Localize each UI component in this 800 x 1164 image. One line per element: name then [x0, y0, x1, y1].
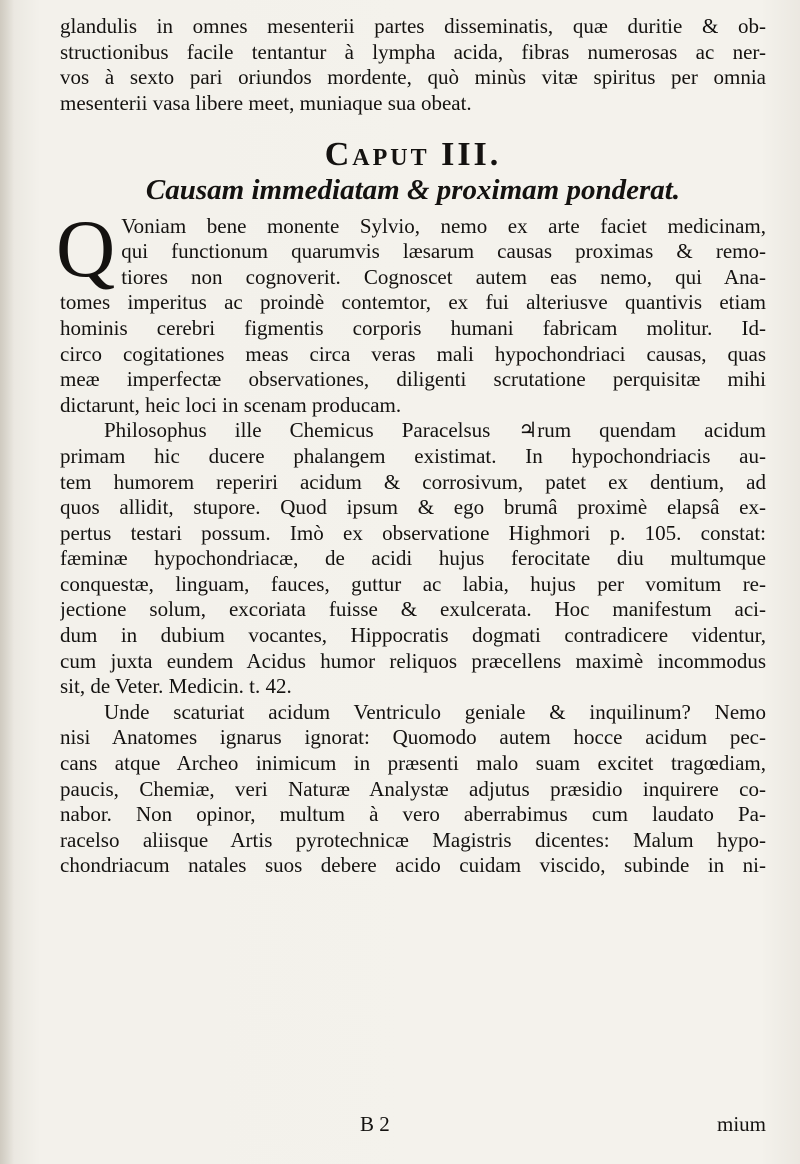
text-line: dum in dubium vocantes, Hippocratis dogmati contradicere videntur,	[60, 623, 766, 648]
chapter-subheading: Causam immediatam & proximam ponderat.	[145, 173, 681, 206]
text-line: glandulis in omnes mesenterii partes disseminatis, quæ duritie & ob-	[60, 14, 766, 38]
binding-shadow	[0, 0, 14, 1164]
text-line: Philosophus ille Chemicus Paracelsus ♃rum quendam acidum	[104, 418, 766, 443]
text-line: circo cogitationes meas circa veras mali hypochondriaci causas, quas	[60, 341, 766, 366]
page-footer	[60, 1112, 766, 1142]
text-line: racelso aliisque Artis pyrotechnicæ Magistris dicentes: Malum hypo-	[60, 827, 766, 852]
text-line: primam hic ducere phalangem existimat. In hypochondriacis au-	[60, 443, 766, 468]
catchword: mium	[716, 1112, 766, 1136]
text-line: sit, de Veter. Medicin. t. 42.	[60, 674, 292, 699]
text-line: qui functionum quarumvis læsarum causas proximas & remo-	[121, 239, 766, 264]
text-line: tomes imperitus ac proindè contemtor, ex fui alteriusve quantivis etiam	[60, 290, 766, 315]
text-line: pertus testari possum. Imò ex observatione Highmori p. 105. constat:	[60, 520, 766, 545]
text-line: structionibus facile tentantur à lympha acida, fibras numerosas ac ner-	[60, 39, 766, 64]
text-line: mesenterii vasa libere meet, muniaque sua obeat.	[60, 90, 472, 115]
text-line: tiores non cognoverit. Cognoscet autem eas nemo, qui Ana-	[121, 264, 766, 289]
text-line: tem humorem reperiri acidum & corrosivum, patet ex dentium, ad	[60, 469, 766, 494]
paragraph-1	[56, 202, 766, 419]
text-line: conquestæ, linguam, fauces, guttur ac labia, hujus per vomitum re-	[60, 571, 766, 596]
signature-mark: B 2	[360, 1112, 390, 1136]
text-line: nisi Anatomes ignarus ignorat: Quomodo autem hocce acidum pec-	[60, 725, 766, 750]
text-line: quos allidit, stupore. Quod ipsum & ego brumâ proximè elapsâ ex-	[60, 495, 766, 520]
drop-cap: Q	[56, 202, 116, 294]
text-block	[56, 14, 766, 879]
paragraph-2	[60, 418, 766, 700]
text-line: cans atque Archeo inimicum in præsenti malo suam excitet tragœdiam,	[60, 751, 766, 776]
paragraph-3	[60, 700, 766, 879]
text-line: meæ imperfectæ observationes, diligenti scrutatione perquisitæ mihi	[60, 367, 766, 392]
text-line: chondriacum natales suos debere acido cuidam viscido, subinde in ni-	[60, 853, 766, 878]
text-line: fæminæ hypochondriacæ, de acidi hujus ferocitate diu multumque	[60, 546, 766, 571]
text-line: hominis cerebri figmentis corporis humani fabricam molitur. Id-	[60, 315, 766, 340]
text-line: Voniam bene monente Sylvio, nemo ex arte faciet medicinam,	[121, 213, 766, 238]
text-line: nabor. Non opinor, multum à vero aberrabimus cum laudato Pa-	[60, 802, 766, 827]
chapter-heading: Caput III.	[324, 136, 502, 174]
text-line: jectione solum, excoriata fuisse & exulcerata. Hoc manifestum aci-	[60, 597, 766, 622]
text-line: dictarunt, heic loci in scenam producam.	[60, 392, 402, 417]
text-line: paucis, Chemiæ, veri Naturæ Analystæ adjutus præsidio inquirere co-	[60, 776, 766, 801]
text-line: Unde scaturiat acidum Ventriculo geniale & inquilinum? Nemo	[104, 699, 766, 724]
text-line: cum juxta eundem Acidus humor reliquos præcellens maximè incommodus	[60, 648, 766, 673]
text-line: vos à sexto pari oriundos mordente, quò minùs vitæ spiritus per omnia	[60, 65, 766, 90]
